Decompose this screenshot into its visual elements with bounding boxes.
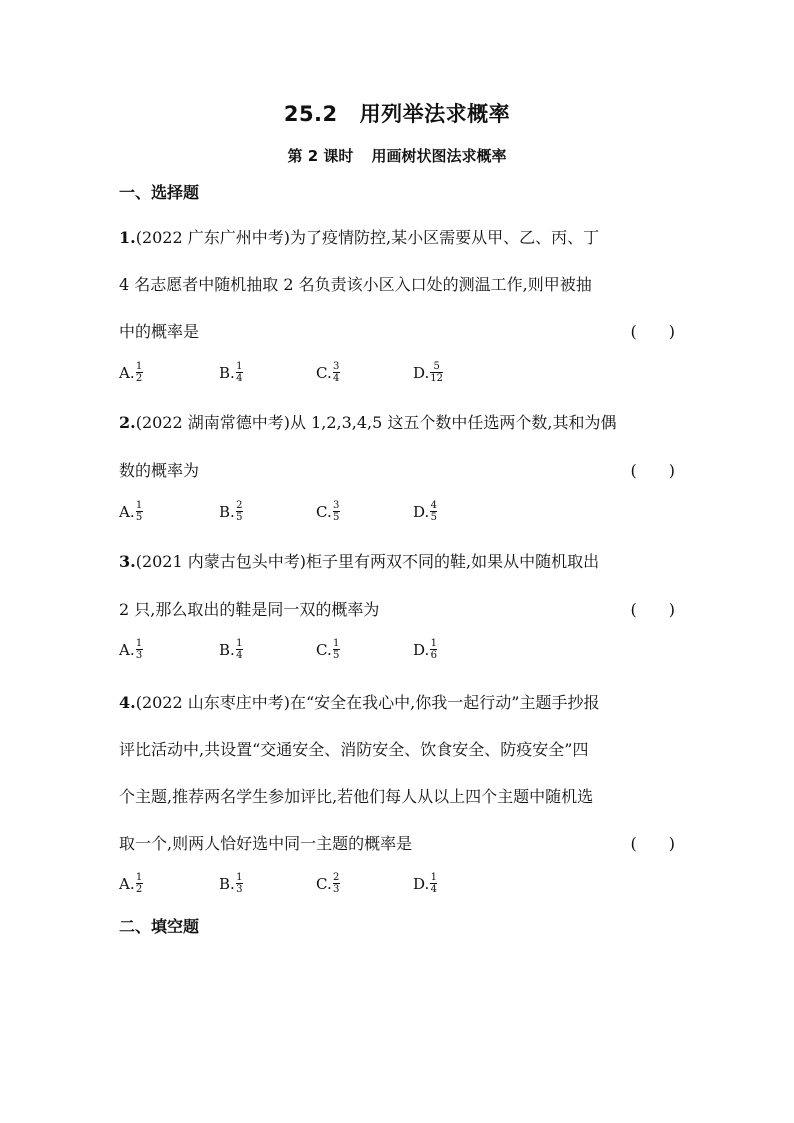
option-d: D. $\frac{1}{6}$ [413, 638, 437, 661]
option-a: A. $\frac{1}{3}$ [119, 638, 143, 661]
answer-blank: ( ) [630, 834, 675, 853]
option-c: C. $\frac{3}{4}$ [316, 361, 340, 384]
question-1-line-3: 中的概率是 ( ) [119, 319, 675, 342]
option-b: B. $\frac{1}{3}$ [219, 872, 243, 895]
fraction: $\frac{3}{4}$ [333, 361, 340, 384]
page-title [119, 98, 675, 128]
section-heading-choice: 一、选择题 [119, 183, 200, 202]
option-b: B. $\frac{2}{5}$ [219, 500, 243, 523]
option-c: C. $\frac{1}{5}$ [316, 638, 340, 661]
option-d: D. $\frac{5}{12}$ [413, 361, 443, 384]
fraction: $\frac{2}{3}$ [333, 872, 340, 895]
option-b: B. $\frac{1}{4}$ [219, 361, 243, 384]
lesson-topic: 用画树状图法求概率 [371, 147, 507, 165]
fraction: $\frac{2}{5}$ [236, 500, 243, 523]
answer-blank: ( ) [630, 600, 675, 619]
fraction: $\frac{1}{5}$ [135, 500, 143, 523]
option-d: D. $\frac{4}{5}$ [413, 500, 437, 523]
option-a: A. $\frac{1}{2}$ [119, 872, 143, 895]
fraction: $\frac{1}{3}$ [135, 638, 143, 661]
option-c: C. $\frac{2}{3}$ [316, 872, 340, 895]
option-c: C. $\frac{3}{5}$ [316, 500, 340, 523]
question-4-line-2: 评比活动中,共设置“交通安全、消防安全、饮食安全、防疫安全”四 [119, 740, 589, 759]
fraction: $\frac{1}{6}$ [430, 638, 437, 661]
fraction: $\frac{1}{4}$ [430, 872, 437, 895]
question-3-options [119, 638, 675, 668]
section-number: 25.2 [283, 102, 338, 126]
fraction: $\frac{1}{5}$ [333, 638, 340, 661]
option-a: A. $\frac{1}{5}$ [119, 500, 143, 523]
title-text: 用列举法求概率 [359, 102, 511, 126]
option-d: D. $\frac{1}{4}$ [413, 872, 437, 895]
question-1-options [119, 361, 675, 391]
question-4-options [119, 872, 675, 902]
answer-blank: ( ) [630, 461, 675, 480]
fraction: $\frac{1}{3}$ [236, 872, 243, 895]
question-4-line-3: 个主题,推荐两名学生参加评比,若他们每人从以上四个主题中随机选 [119, 787, 594, 806]
fraction: $\frac{1}{2}$ [135, 361, 143, 384]
question-2-options [119, 500, 675, 530]
fraction: $\frac{5}{12}$ [430, 361, 443, 384]
question-2-line-2: 数的概率为 ( ) [119, 458, 675, 481]
question-1-line-2: 4 名志愿者中随机抽取 2 名负责该小区入口处的测温工作,则甲被抽 [119, 275, 592, 294]
lesson-number: 第 2 课时 [287, 147, 354, 165]
option-b: B. $\frac{1}{4}$ [219, 638, 243, 661]
lesson-subtitle [119, 145, 675, 166]
question-1-line-1: 1.(2022 广东广州中考)为了疫情防控,某小区需要从甲、乙、丙、丁 [119, 228, 600, 247]
fraction: $\frac{1}{4}$ [236, 638, 243, 661]
question-3-line-1: 3.(2021 内蒙古包头中考)柜子里有两双不同的鞋,如果从中随机取出 [119, 552, 600, 571]
option-a: A. $\frac{1}{2}$ [119, 361, 143, 384]
question-4-line-4: 取一个,则两人恰好选中同一主题的概率是 ( ) [119, 831, 675, 854]
question-4-line-1: 4.(2022 山东枣庄中考)在“安全在我心中,你我一起行动”主题手抄报 [119, 693, 600, 712]
answer-blank: ( ) [630, 322, 675, 341]
worksheet-page [119, 0, 675, 1123]
fraction: $\frac{3}{5}$ [333, 500, 340, 523]
fraction: $\frac{4}{5}$ [430, 500, 437, 523]
fraction: $\frac{1}{4}$ [236, 361, 243, 384]
question-3-line-2: 2 只,那么取出的鞋是同一双的概率为 ( ) [119, 597, 675, 620]
question-2-line-1: 2.(2022 湖南常德中考)从 1,2,3,4,5 这五个数中任选两个数,其和为偶 [119, 413, 617, 432]
section-heading-fill: 二、填空题 [119, 917, 200, 936]
fraction: $\frac{1}{2}$ [135, 872, 143, 895]
